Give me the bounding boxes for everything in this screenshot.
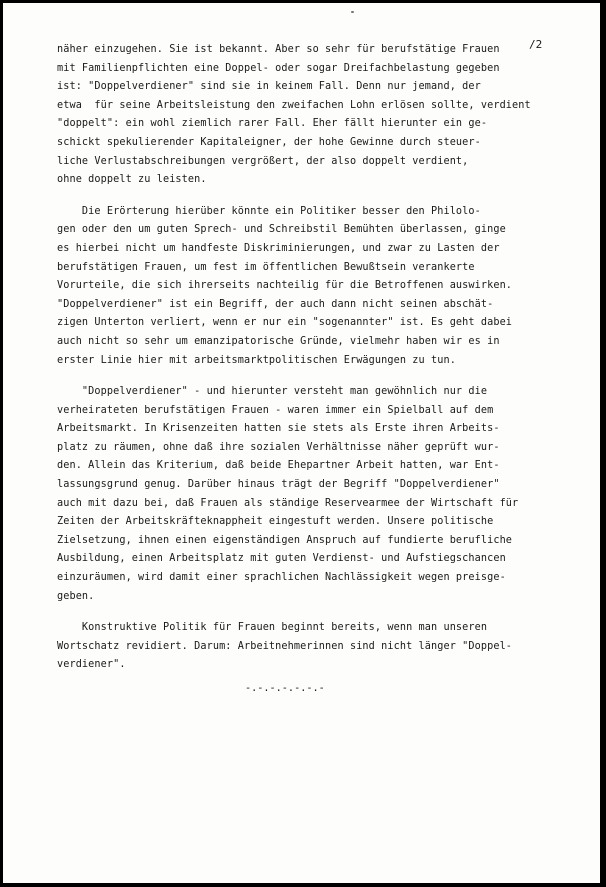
text-line: es hierbei nicht um handfeste Diskriminierungen, und zwar zu Lasten der xyxy=(57,242,500,254)
text-line: Ausbildung, einen Arbeitsplatz mit guten Verdienst- und Aufstiegschancen xyxy=(57,553,506,565)
scan-speck xyxy=(351,11,354,13)
text-line: ist: "Doppelverdiener" sind sie in keinem Fall. Denn nur jemand, der xyxy=(57,81,481,93)
text-line: zigen Unterton verliert, wenn er nur ein "sogenannter" ist. Es geht dabei xyxy=(57,317,513,329)
text-line: gen oder den um guten Sprech- und Schreibstil Bemühten überlassen, ginge xyxy=(57,224,506,236)
text-line: den. Allein das Kriterium, daß beide Ehepartner Arbeit hatten, war Ent- xyxy=(57,460,500,472)
document-page xyxy=(3,3,600,883)
text-line: "doppelt": ein wohl ziemlich rarer Fall. Eher fällt hierunter ein ge- xyxy=(57,118,488,130)
text-line: lassungsgrund genug. Darüber hinaus trägt der Begriff "Doppelverdiener" xyxy=(57,479,500,491)
text-line: Die Erörterung hierüber könnte ein Politiker besser den Philolo- xyxy=(57,205,481,217)
document-body xyxy=(57,41,557,688)
paragraph-2 xyxy=(57,203,557,370)
paragraph-3 xyxy=(57,383,557,606)
text-line: Arbeitsmarkt. In Krisenzeiten hatten sie stets als Erste ihren Arbeits- xyxy=(57,423,500,435)
end-separator: -.-.-.-.-.-.- xyxy=(245,683,325,694)
page-number: /2 xyxy=(529,38,543,51)
text-line: Zielsetzung, ihnen einen eigenständigen Anspruch auf fundierte berufliche xyxy=(57,534,513,546)
text-line: verheirateten berufstätigen Frauen - waren immer ein Spielball auf dem xyxy=(57,404,494,416)
text-line: auch mit dazu bei, daß Frauen als ständige Reservearmee der Wirtschaft für xyxy=(57,497,519,509)
text-line: liche Verlustabschreibungen vergrößert, der also doppelt verdient, xyxy=(57,155,469,167)
text-line: verdiener". xyxy=(57,659,126,671)
text-line: schickt spekulierender Kapitaleigner, der hohe Gewinne durch steuer- xyxy=(57,136,481,148)
text-line: einzuräumen, wird damit einer sprachlichen Nachlässigkeit wegen preisge- xyxy=(57,572,506,584)
text-line: "Doppelverdiener" ist ein Begriff, der auch dann nicht seinen abschät- xyxy=(57,298,494,310)
text-line: mit Familienpflichten eine Doppel- oder sogar Dreifachbelastung gegeben xyxy=(57,62,500,74)
text-line: berufstätigen Frauen, um fest im öffentlichen Bewußtsein verankerte xyxy=(57,261,475,273)
paragraph-1 xyxy=(57,41,557,190)
text-line: erster Linie hier mit arbeitsmarktpolitischen Erwägungen zu tun. xyxy=(57,354,456,366)
text-line: näher einzugehen. Sie ist bekannt. Aber so sehr für berufstätige Frauen xyxy=(57,44,500,55)
paragraph-4 xyxy=(57,619,557,675)
text-line: platz zu räumen, ohne daß ihre sozialen Verhältnisse näher geprüft wur- xyxy=(57,441,500,453)
text-line: auch nicht so sehr um emanzipatorische Gründe, vielmehr haben wir es in xyxy=(57,335,500,347)
text-line: ohne doppelt zu leisten. xyxy=(57,174,207,186)
text-line: Konstruktive Politik für Frauen beginnt bereits, wenn man unseren xyxy=(57,622,488,634)
text-line: etwa für seine Arbeitsleistung den zweifachen Lohn erlösen sollte, verdient xyxy=(57,99,531,111)
text-line: Vorurteile, die sich ihrerseits nachteilig für die Betroffenen auswirken. xyxy=(57,280,513,292)
text-line: Zeiten der Arbeitskräfteknappheit eingestuft werden. Unsere politische xyxy=(57,516,494,528)
text-line: Wortschatz revidiert. Darum: Arbeitnehmerinnen sind nicht länger "Doppel- xyxy=(57,640,513,652)
text-line: geben. xyxy=(57,590,95,602)
text-line: "Doppelverdiener" - und hierunter versteht man gewöhnlich nur die xyxy=(57,386,488,398)
